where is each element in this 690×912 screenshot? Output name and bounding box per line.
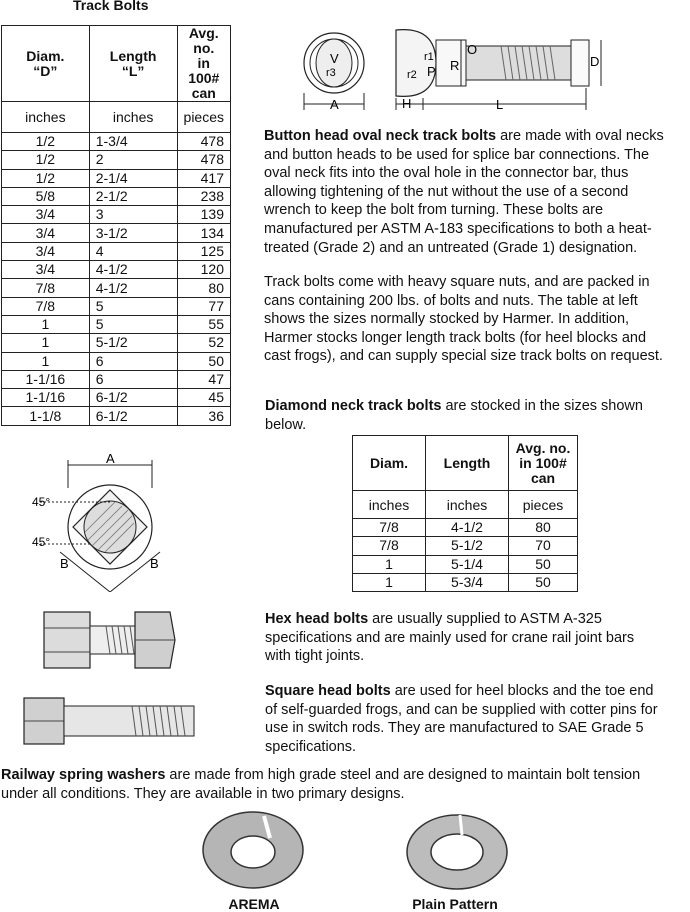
track-bolts-title: Track Bolts (73, 0, 149, 13)
header-avg: Avg. no. in 100# can (509, 436, 578, 491)
table-cell: 4 (89, 242, 177, 260)
label-H: H (402, 96, 412, 111)
arema-caption: AREMA (228, 896, 280, 912)
label-P: P (427, 64, 436, 79)
diamond-neck-table (352, 435, 578, 592)
table-header-row (2, 26, 231, 102)
table-cell: 4-1/2 (89, 261, 177, 279)
hex-head-heading: Hex head bolts (265, 611, 369, 627)
header-diam: Diam. (353, 436, 426, 491)
text-line: oval neck fits into the oval hole in the connector bar, thus (264, 165, 629, 182)
table-row (2, 389, 231, 407)
table-cell: 5/8 (2, 187, 90, 205)
table-row (2, 151, 231, 169)
unit-cell: inches (2, 102, 90, 133)
table-row (2, 169, 231, 187)
label-R: R (450, 58, 460, 73)
table-cell: 3/4 (2, 224, 90, 242)
table-cell: 120 (177, 261, 230, 279)
table-cell: 5 (89, 297, 177, 315)
table-cell: 1-3/4 (89, 133, 177, 151)
table-cell: 36 (177, 407, 230, 425)
table-row (2, 352, 231, 370)
header-length: Length “L” (89, 26, 177, 102)
washers-paragraph (1, 766, 690, 803)
text-line: are usually supplied to ASTM A-325 (368, 611, 602, 627)
text-line: use in switch rods. They are manufactured to SAE Grade 5 (265, 720, 644, 737)
arema-washer-image (198, 808, 308, 893)
table-cell: 7/8 (353, 537, 426, 555)
table-cell: 3/4 (2, 261, 90, 279)
table-cell: 1/2 (2, 169, 90, 187)
text-line: are stocked in the sizes shown (441, 398, 643, 414)
table-cell: 125 (177, 242, 230, 260)
unit-cell: pieces (177, 102, 230, 133)
label-B: B (150, 556, 159, 571)
text-line: Harmer stocks longer length track bolts (for heel blocks and (264, 329, 647, 346)
table-header-row (353, 436, 578, 491)
button-head-paragraph (264, 127, 690, 257)
text-line: under all conditions. They are available in two primary designs. (1, 785, 405, 802)
table-cell: 6-1/2 (89, 407, 177, 425)
table-cell: 6-1/2 (89, 389, 177, 407)
table-cell: 1 (2, 315, 90, 333)
table-cell: 5-1/2 (426, 537, 509, 555)
table-cell: 5 (89, 315, 177, 333)
table-row (353, 555, 578, 573)
header-length: Length (426, 436, 509, 491)
table-row (2, 206, 231, 224)
table-row (2, 261, 231, 279)
table-cell: 80 (177, 279, 230, 297)
units-row (353, 491, 578, 519)
header-avg: Avg. no. in 100# can (177, 26, 230, 102)
label-r3: r3 (326, 67, 336, 79)
button-head-bolt-diagram (296, 18, 616, 118)
table-cell: 134 (177, 224, 230, 242)
hex-head-paragraph (265, 610, 690, 666)
table-row (2, 279, 231, 297)
table-cell: 2-1/4 (89, 169, 177, 187)
table-cell: 1/2 (2, 133, 90, 151)
hex-head-bolt-image (20, 606, 200, 674)
text-line: of self-guarded frogs, and can be supplied with cotter pins for (265, 701, 658, 718)
text-line: treated (Grade 2) and an untreated (Grade 1) designation. (264, 239, 638, 256)
text-line: specifications and are mainly used for crane rail joint bars (265, 629, 635, 646)
label-D: D (590, 54, 600, 69)
table-cell: 50 (509, 555, 578, 573)
table-row (353, 537, 578, 555)
table-cell: 4-1/2 (426, 519, 509, 537)
table-row (2, 334, 231, 352)
table-cell: 1-1/16 (2, 370, 90, 388)
table-cell: 5-3/4 (426, 573, 509, 591)
table-cell: 1 (2, 334, 90, 352)
angle-label: 45° (32, 535, 51, 549)
square-neck-diagram (30, 452, 190, 592)
table-cell: 7/8 (353, 519, 426, 537)
square-head-bolt-image (20, 690, 200, 752)
washers-heading: Railway spring washers (1, 767, 166, 783)
table-cell: 1 (353, 573, 426, 591)
header-diam: Diam. “D” (2, 26, 90, 102)
angle-label: 45° (32, 495, 51, 509)
table-cell: 1-1/16 (2, 389, 90, 407)
label-V: V (330, 51, 339, 66)
table-cell: 55 (177, 315, 230, 333)
table-cell: 478 (177, 133, 230, 151)
table-row (2, 370, 231, 388)
label-L: L (496, 97, 504, 112)
text-line: are made from high grade steel and are designed to maintain bolt tension (165, 767, 641, 783)
table-row (353, 519, 578, 537)
table-cell: 3/4 (2, 242, 90, 260)
table-cell: 478 (177, 151, 230, 169)
table-cell: 139 (177, 206, 230, 224)
table-cell: 6 (89, 370, 177, 388)
track-nuts-paragraph (264, 273, 690, 366)
table-row (2, 133, 231, 151)
text-line: wrench to keep the bolt from turning. These bolts are (264, 202, 604, 219)
square-head-paragraph (265, 682, 690, 756)
label-O: O (467, 42, 478, 57)
track-bolts-table (1, 25, 231, 426)
table-cell: 1-1/8 (2, 407, 90, 425)
unit-cell: inches (89, 102, 177, 133)
text-line: Track bolts come with heavy square nuts, and are packed in (264, 274, 650, 290)
table-row (2, 242, 231, 260)
text-line: shows the sizes normally stocked by Harmer. In addition, (264, 311, 630, 328)
table-row (2, 407, 231, 425)
table-row (2, 224, 231, 242)
table-row (2, 187, 231, 205)
table-cell: 2 (89, 151, 177, 169)
label-r2: r2 (407, 69, 417, 81)
diamond-neck-heading: Diamond neck track bolts (265, 398, 442, 414)
table-cell: 7/8 (2, 297, 90, 315)
table-cell: 77 (177, 297, 230, 315)
table-cell: 50 (509, 573, 578, 591)
text-line: and button heads to be used for splice bar connections. The (264, 146, 650, 163)
table-cell: 3/4 (2, 206, 90, 224)
table-cell: 7/8 (2, 279, 90, 297)
table-row (2, 315, 231, 333)
plain-pattern-caption: Plain Pattern (412, 896, 498, 912)
text-line: cast frogs), and can supply special size track bolts on request. (264, 348, 663, 365)
unit-cell: inches (426, 491, 509, 519)
table-cell: 4-1/2 (89, 279, 177, 297)
unit-cell: inches (353, 491, 426, 519)
text-line: manufactured per ASTM A-183 specifications to both a heat- (264, 220, 652, 237)
units-row (2, 102, 231, 133)
table-cell: 6 (89, 352, 177, 370)
label-B: B (60, 556, 69, 571)
label-A: A (106, 452, 115, 466)
table-cell: 3-1/2 (89, 224, 177, 242)
square-head-heading: Square head bolts (265, 683, 391, 699)
text-line: cans containing 200 lbs. of bolts and nuts. The table at left (264, 292, 638, 309)
table-cell: 1/2 (2, 151, 90, 169)
unit-cell: pieces (509, 491, 578, 519)
table-cell: 52 (177, 334, 230, 352)
text-line: are made with oval necks (496, 128, 664, 144)
table-cell: 47 (177, 370, 230, 388)
label-A: A (330, 97, 339, 112)
table-cell: 80 (509, 519, 578, 537)
table-cell: 1 (2, 352, 90, 370)
button-head-heading: Button head oval neck track bolts (264, 128, 497, 144)
table-row (353, 573, 578, 591)
table-cell: 5-1/2 (89, 334, 177, 352)
table-cell: 5-1/4 (426, 555, 509, 573)
table-cell: 50 (177, 352, 230, 370)
table-cell: 238 (177, 187, 230, 205)
text-line: allowing tightening of the nut without the use of a second (264, 183, 629, 200)
label-r1: r1 (424, 51, 434, 63)
table-row (2, 297, 231, 315)
text-line: with tight joints. (265, 648, 365, 665)
table-cell: 2-1/2 (89, 187, 177, 205)
table-cell: 45 (177, 389, 230, 407)
text-line: are used for heel blocks and the toe end (390, 683, 654, 699)
diamond-neck-paragraph (265, 397, 690, 434)
table-cell: 3 (89, 206, 177, 224)
table-cell: 1 (353, 555, 426, 573)
table-cell: 417 (177, 169, 230, 187)
table-cell: 70 (509, 537, 578, 555)
plain-pattern-washer-image (402, 810, 512, 895)
text-line: below. (265, 416, 307, 433)
text-line: specifications. (265, 738, 357, 755)
